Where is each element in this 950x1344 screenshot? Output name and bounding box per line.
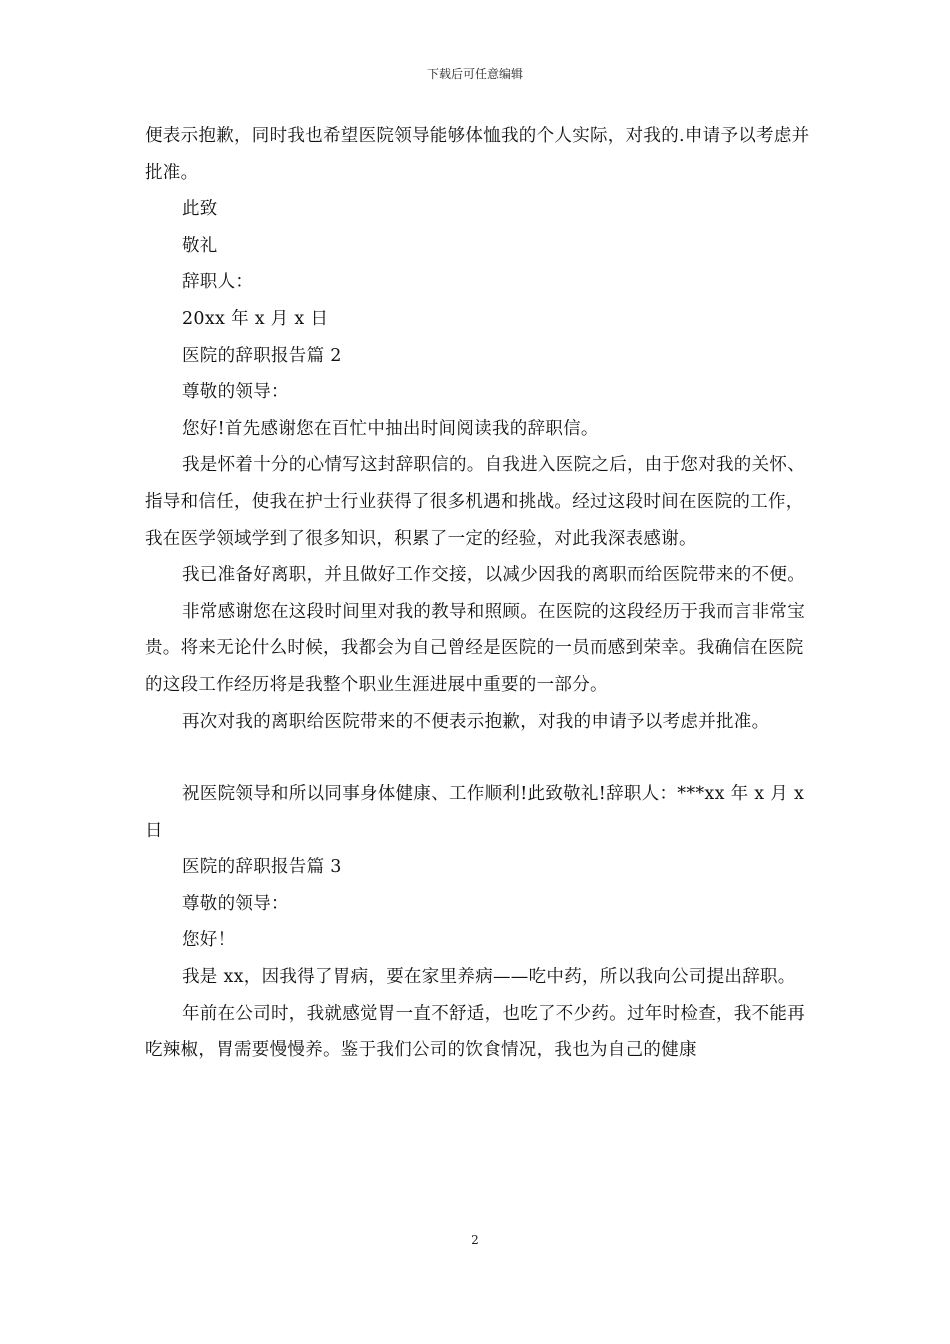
paragraph: 我已准备好离职，并且做好工作交接，以减少因我的离职而给医院带来的不便。	[182, 565, 805, 586]
closing-salutation: 此致	[182, 199, 218, 220]
paragraph: 年前在公司时，我就感觉胃一直不舒适，也吃了不少药。过年时检查，我不能再吃辣椒，胃需要慢慢养。鉴于我们公司的饮食情况，我也为自己的健康	[145, 1003, 805, 1061]
blank-line	[145, 740, 810, 776]
date-line: 20xx 年 x 月 x 日	[182, 308, 329, 329]
paragraph: 再次对我的离职给医院带来的不便表示抱歉，对我的申请予以考虑并批准。	[182, 711, 770, 732]
greeting-hello: 您好！	[182, 930, 236, 951]
section-title: 医院的辞职报告篇 2	[182, 345, 342, 366]
page-header: 下载后可任意编辑	[426, 67, 523, 81]
signature-label: 辞职人：	[182, 272, 254, 293]
paragraph: 非常感谢您在这段时间里对我的教导和照顾。在医院的这段经历于我而言非常宝贵。将来无论什么时候，我都会为自己曾经是医院的一员而感到荣幸。我确信在医院的这段工作经历将是我整个职业生涯进展中重要的一部分。	[145, 601, 805, 695]
paragraph: 我是怀着十分的心情写这封辞职信的。自我进入医院之后，由于您对我的关怀、指导和信任，使我在护士行业获得了很多机遇和挑战。经过这段时间在医院的工作，我在医学领域学到了很多知识，积累了一定的经验，对此我深表感谢。	[145, 455, 805, 549]
closing-respect: 敬礼	[182, 235, 218, 256]
paragraph: 我是 xx，因我得了胃病，要在家里养病——吃中药，所以我向公司提出辞职。	[182, 967, 796, 988]
page-number: 2	[471, 1233, 479, 1247]
greeting: 尊敬的领导：	[182, 382, 289, 403]
paragraph: 祝医院领导和所以同事身体健康、工作顺利!此致敬礼!辞职人：***xx 年 x 月 x 日	[145, 784, 805, 841]
greeting: 尊敬的领导：	[182, 893, 289, 914]
section-title: 医院的辞职报告篇 3	[182, 857, 342, 878]
paragraph: 便表示抱歉，同时我也希望医院领导能够体恤我的个人实际，对我的.申请予以考虑并批准。	[145, 126, 810, 183]
document-body	[145, 118, 810, 1069]
paragraph: 您好!首先感谢您在百忙中抽出时间阅读我的辞职信。	[182, 418, 599, 439]
